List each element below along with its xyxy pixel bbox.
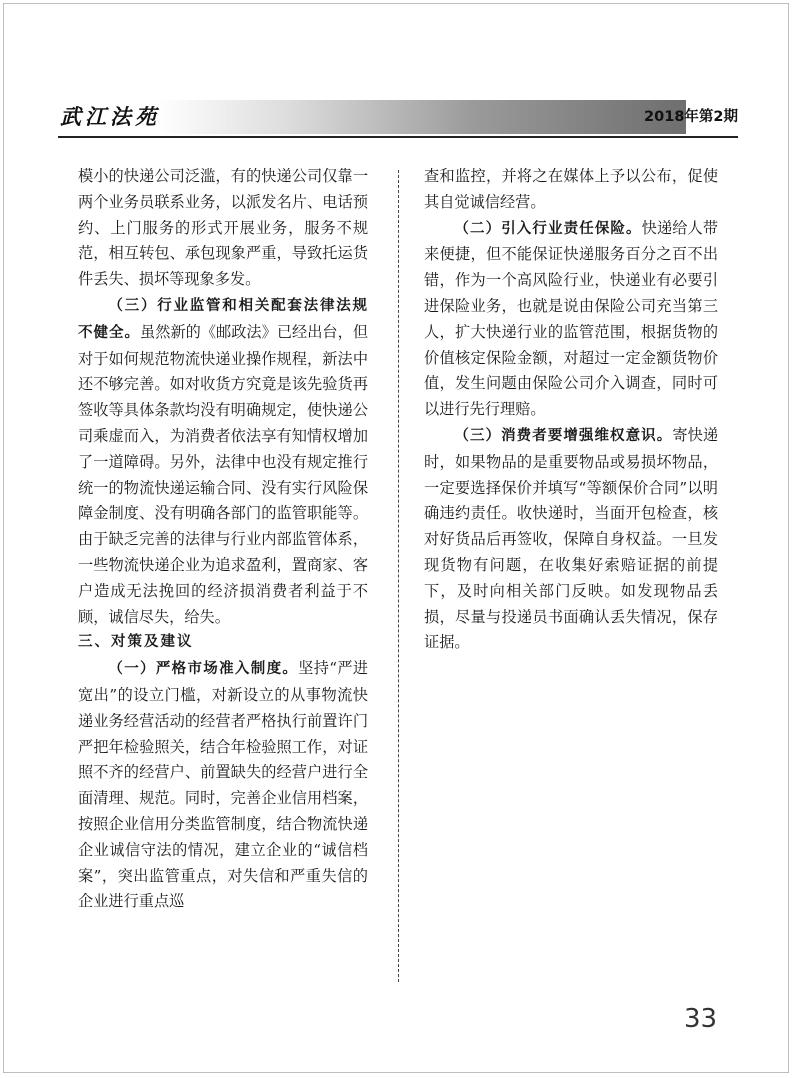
subheading-market-entry: （一）严格市场准入制度。 bbox=[108, 661, 299, 678]
paragraph-continued-right: 查和监控，并将之在媒体上予以公布，促使其自觉诚信经营。 bbox=[424, 167, 718, 211]
paragraph-market-entry-body: 坚持“严进宽出”的设立门槛，对新设立的从事物流快递业务经营活动的经营者严格执行前置许门严把年检验照关，结合年检验照工作，对证照不齐的经营户、前置缺失的经营户进行全面清理、规范。同时，完善企业信用档案，按照企业信用分类监管制度，结合物流快递企业诚信守法的情况，建立企业的“诚信档案”，突出监管重点，对失信和严重失信的企业进行重点巡 bbox=[78, 659, 369, 911]
left-column bbox=[78, 164, 368, 915]
paragraph-insurance bbox=[424, 216, 718, 423]
section-title: 三、对策及建议 bbox=[78, 634, 194, 651]
right-column bbox=[424, 164, 718, 656]
subheading-regulation: （三）行业监管和相关配套法律法规不健全。 bbox=[78, 297, 368, 341]
column-divider bbox=[398, 170, 399, 982]
paragraph-regulation bbox=[78, 293, 368, 630]
paragraph-continued: 模小的快递公司泛滥，有的快递公司仅靠一两个业务员联系业务，以派发名片、电话预约、上门服务的形式开展业务，服务不规范，相互转包、承包现象严重，导致托运货件丢失、损坏等现象多发。 bbox=[78, 167, 368, 289]
paragraph-insurance-body: 快递给人带来便捷，但不能保证快递服务百分之百不出错，作为一个高风险行业，快递业有必要引进保险业务，也就是说由保险公司充当第三人，扩大快递行业的监管范围，根据货物的价值核定保险金额，对超过一定金额货物价值，发生问题由保险公司介入调查，同时可以进行先行理赔。 bbox=[424, 218, 719, 419]
header-gradient-bar bbox=[158, 100, 686, 134]
header-rule bbox=[58, 136, 738, 138]
issue-label: 2018年第2期 bbox=[644, 109, 738, 125]
paragraph-consumer-rights-body: 寄快递时，如果物品的是重要物品或易损坏物品，一定要选择保价并填写“等额保价合同”以明确违约责任。收快递时，当面开包检查，核对好货品后再签收，保障自身权益。一旦发现货物有问题，在收集好索赔证据的前提下，及时向相关部门反映。如发现物品丢损，尽量与投递员书面确认丢失情况，保存证据。 bbox=[424, 425, 719, 652]
journal-name: 武江法苑 bbox=[60, 104, 160, 129]
subheading-consumer-rights: （三）消费者要增强维权意识。 bbox=[454, 427, 673, 444]
page-header bbox=[58, 98, 738, 136]
paragraph-regulation-body: 虽然新的《邮政法》已经出台，但对于如何规范物流快递业操作规程，新法中还不够完善。如对收货方究竟是该先验货再签收等具体条款均没有明确规定，使快递公司乘虚而入，为消费者依法享有知情权增加了一道障碍。另外，法律中也没有规定推行统一的物流快递运输合同、没有实行风险保障金制度、没有明确各部门的监管职能等。由于缺乏完善的法律与行业内部监管体系，一些物流快递企业为追求盈利，置商家、客户造成无法挽回的经济损消费者利益于不顾，诚信尽失，给失。 bbox=[78, 322, 369, 626]
page-number: 33 bbox=[684, 1004, 718, 1034]
paragraph-market-entry bbox=[78, 656, 368, 915]
subheading-insurance: （二）引入行业责任保险。 bbox=[454, 220, 642, 237]
paragraph-consumer-rights bbox=[424, 423, 718, 656]
